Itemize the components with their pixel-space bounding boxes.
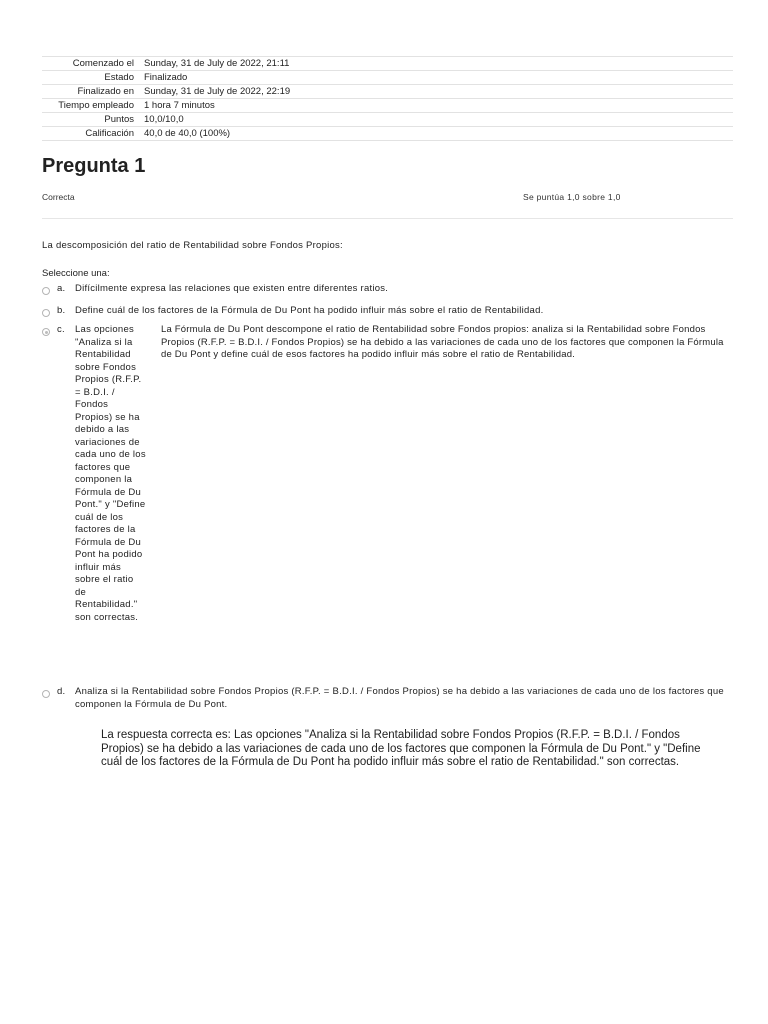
summary-row-marks <box>42 113 733 127</box>
summary-label: Tiempo empleado <box>42 99 144 113</box>
radio-button-b[interactable] <box>42 309 50 317</box>
summary-label: Estado <box>42 71 144 85</box>
answer-option-d[interactable] <box>42 686 733 714</box>
answer-option-c[interactable] <box>42 324 733 679</box>
answer-option-b[interactable] <box>42 305 733 319</box>
option-feedback: La Fórmula de Du Pont descompone el ratio de Rentabilidad sobre Fondos propios: analiza si la Rentabilidad sobre Fondos Propios (R.F.P. = B.D.I. / Fondos Propios) se ha debido a las variaciones de cada uno de los factores que componen la Fórmula de Du Pont y define cuál de esos factores ha podido influir más sobre el ratio de Rentabilidad. <box>161 324 724 360</box>
question-grade: Se puntúa 1,0 sobre 1,0 <box>523 192 621 202</box>
option-letter: c. <box>57 324 65 335</box>
summary-label: Finalizado en <box>42 85 144 99</box>
option-letter: d. <box>57 686 66 697</box>
summary-row-time-taken <box>42 99 733 113</box>
summary-row-started <box>42 57 733 71</box>
summary-value: 40,0 de 40,0 (100%) <box>144 127 733 141</box>
attempt-summary-table <box>42 56 733 141</box>
summary-label: Puntos <box>42 113 144 127</box>
radio-button-c-selected[interactable] <box>42 328 50 336</box>
question-divider <box>42 218 733 219</box>
option-letter: b. <box>57 305 66 316</box>
right-answer-feedback: La respuesta correcta es: Las opciones "Analiza si la Rentabilidad sobre Fondos Propios (R.F.P. = B.D.I. / Fondos Propios) se ha debido a las variaciones de cada uno de los factores que componen la Fórmula de Du Pont." y "Define cuál de los factores de la Fórmula de Du Pont ha podido influir más sobre el ratio de Rentabilidad." son correctas. <box>101 729 701 768</box>
answer-option-a[interactable] <box>42 283 642 297</box>
summary-value: 10,0/10,0 <box>144 113 733 127</box>
option-text: Difícilmente expresa las relaciones que existen entre diferentes ratios. <box>75 283 389 294</box>
summary-label: Comenzado el <box>42 57 144 71</box>
option-text: Las opciones "Analiza si la Rentabilidad sobre Fondos Propios (R.F.P. = B.D.I. / Fondos Propios) se ha debido a las variaciones de cada uno de los factores que componen la Fórmula de Du Pont." y "Define cuál de los factores de la Fórmula de Du Pont ha podido influir más sobre el ratio de Rentabilidad." son correctas. <box>75 324 146 623</box>
question-state: Correcta <box>42 192 75 202</box>
option-text: Analiza si la Rentabilidad sobre Fondos Propios (R.F.P. = B.D.I. / Fondos Propios) se ha debido a las variaciones de cada uno de los factores que componen la Fórmula de Du Pont. <box>75 686 724 710</box>
summary-value: Sunday, 31 de July de 2022, 21:11 <box>144 57 733 71</box>
radio-button-d[interactable] <box>42 690 50 698</box>
radio-button-a[interactable] <box>42 287 50 295</box>
summary-value: 1 hora 7 minutos <box>144 99 733 113</box>
option-text: Define cuál de los factores de la Fórmula de Du Pont ha podido influir más sobre el ratio de Rentabilidad. <box>75 305 544 316</box>
summary-row-finished <box>42 85 733 99</box>
summary-row-state <box>42 71 733 85</box>
option-letter: a. <box>57 283 66 294</box>
question-title: Pregunta 1 <box>42 155 146 177</box>
answer-prompt: Seleccione una: <box>42 268 110 279</box>
summary-row-grade <box>42 127 733 141</box>
summary-value: Sunday, 31 de July de 2022, 22:19 <box>144 85 733 99</box>
question-text: La descomposición del ratio de Rentabilidad sobre Fondos Propios: <box>42 240 343 251</box>
summary-value: Finalizado <box>144 71 733 85</box>
summary-label: Calificación <box>42 127 144 141</box>
